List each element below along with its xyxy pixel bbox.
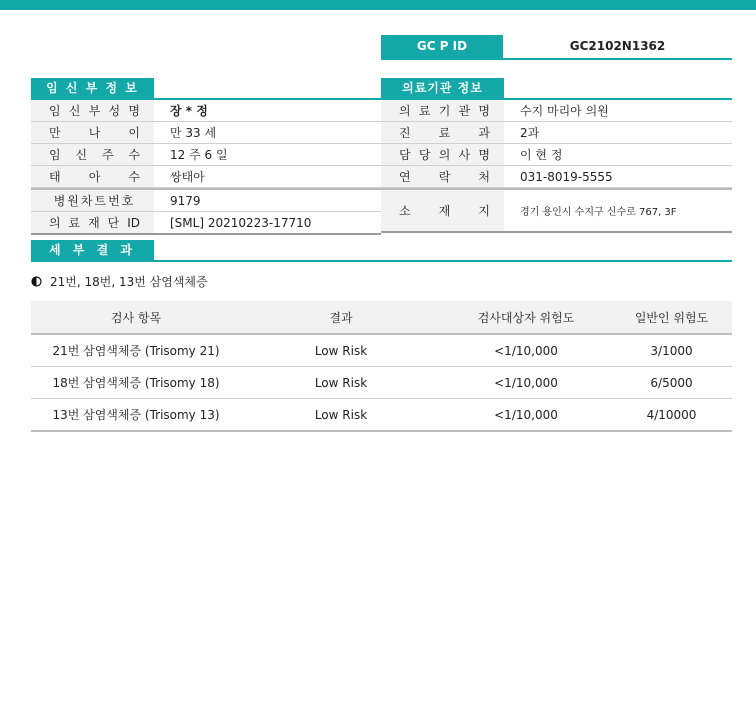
key-foundation-id: 의 료 재 단 ID [31, 212, 154, 233]
value-doctor: 이 현 정 [520, 148, 563, 162]
value-gestation: 12 주 6 일 [170, 148, 228, 162]
cell-subject-risk: <1/10,000 [494, 343, 558, 358]
row-name [31, 100, 381, 122]
results-table [31, 301, 732, 432]
table-row [31, 367, 732, 399]
value-department: 2과 [520, 126, 540, 140]
cell-result: Low Risk [314, 343, 368, 358]
row-institution-name [381, 100, 732, 122]
institution-info-title: 의료기관 정보 [381, 78, 504, 98]
detail-results-header [31, 240, 732, 262]
cell-general-risk: 6/5000 [650, 375, 693, 390]
value-chart-number: 9179 [170, 193, 201, 208]
key-age: 만 나 이 [31, 122, 154, 143]
header-subject-risk: 검사대상자 위험도 [477, 310, 575, 325]
gcp-id-box [381, 35, 732, 60]
value-contact: 031-8019-5555 [520, 169, 613, 184]
cell-test-item: 21번 삼염색체증 (Trisomy 21) [52, 344, 220, 358]
cell-test-item: 13번 삼염색체증 (Trisomy 13) [52, 408, 220, 422]
institution-info-table [381, 78, 732, 233]
row-foundation-id [31, 212, 381, 235]
top-accent-bar [0, 0, 756, 10]
table-row [31, 335, 732, 367]
results-table-header [31, 301, 732, 335]
key-chart-number: 병원차트번호 [31, 190, 154, 211]
value-institution-name: 수지 마리아 의원 [520, 104, 609, 118]
header-general-risk: 일반인 위험도 [634, 310, 709, 325]
row-doctor [381, 144, 732, 166]
row-gestation [31, 144, 381, 166]
key-name: 임 신 부 성 명 [31, 100, 154, 121]
half-circle-icon [31, 276, 42, 287]
cell-general-risk: 3/1000 [650, 343, 693, 358]
value-address: 경기 용인시 수지구 신수로 767, 3F [520, 207, 677, 218]
key-contact: 연 락 처 [381, 166, 504, 187]
value-age: 만 33 세 [170, 126, 217, 140]
row-chart-number [31, 188, 381, 212]
key-institution-name: 의 료 기 관 명 [381, 100, 504, 121]
cell-subject-risk: <1/10,000 [494, 407, 558, 422]
value-name: 장 * 정 [170, 104, 208, 118]
key-address: 소 재 지 [381, 190, 504, 231]
cell-result: Low Risk [314, 407, 368, 422]
cell-result: Low Risk [314, 375, 368, 390]
value-fetus: 쌍태아 [170, 170, 205, 184]
cell-test-item: 18번 삼염색체증 (Trisomy 18) [52, 376, 220, 390]
key-fetus: 태 아 수 [31, 166, 154, 187]
pregnant-info-header [31, 78, 381, 100]
pregnant-info-title: 임 신 부 정 보 [31, 78, 154, 98]
key-gestation: 임 신 주 수 [31, 144, 154, 165]
row-fetus [31, 166, 381, 188]
detail-subtitle [31, 272, 208, 290]
value-foundation-id: [SML] 20210223-17710 [170, 215, 312, 230]
header-result: 결과 [329, 310, 353, 325]
cell-subject-risk: <1/10,000 [494, 375, 558, 390]
row-age [31, 122, 381, 144]
table-row [31, 399, 732, 432]
institution-info-header [381, 78, 732, 100]
row-department [381, 122, 732, 144]
row-address [381, 188, 732, 233]
key-doctor: 담 당 의 사 명 [381, 144, 504, 165]
header-test-item: 검사 항목 [110, 310, 162, 325]
gcp-id-label: GC P ID [381, 35, 503, 58]
key-department: 진 료 과 [381, 122, 504, 143]
detail-subtitle-text: 21번, 18번, 13번 삼염색체증 [50, 274, 208, 289]
gcp-id-value: GC2102N1362 [569, 39, 666, 53]
row-contact [381, 166, 732, 188]
detail-results-title: 세 부 결 과 [31, 240, 154, 260]
pregnant-info-table [31, 78, 381, 235]
cell-general-risk: 4/10000 [646, 407, 697, 422]
